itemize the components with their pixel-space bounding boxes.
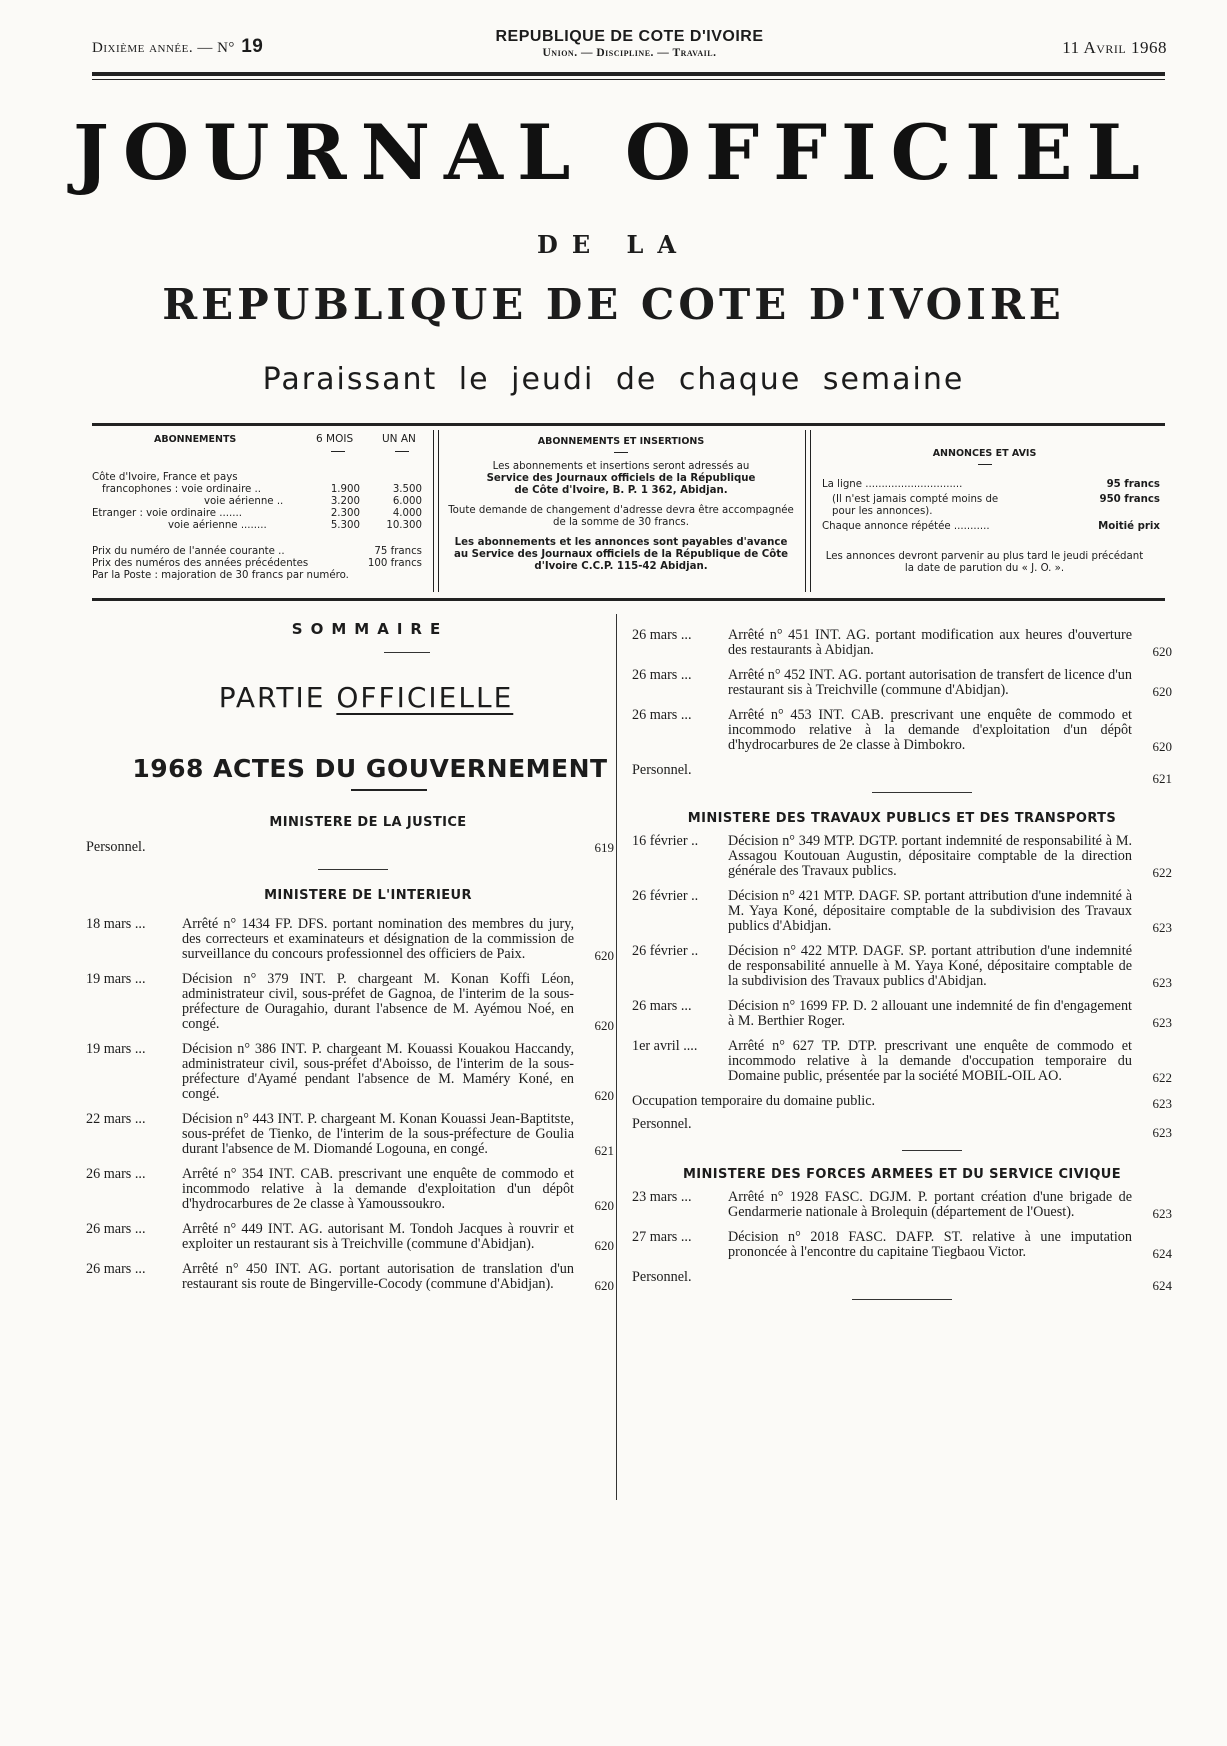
list-item: 26 mars ... Arrêté n° 453 INT. CAB. prescrivant une enquête de commodo et incommodo relative à la demande d'exploitation d'un dépôt d'hydrocarbures de 2e classe à Dimbokro. 620 — [632, 707, 1172, 754]
divider — [852, 1299, 952, 1300]
publication-frequency: Paraissant le jeudi de chaque semaine — [262, 362, 965, 397]
tariff-row: francophones : voie ordinaire .. 1.900 3.500 — [102, 484, 422, 495]
abonnements-column — [92, 430, 430, 598]
divider — [902, 1150, 962, 1151]
justice-personnel: Personnel. 619 — [86, 839, 614, 855]
list-item: 26 mars ... Arrêté n° 452 INT. AG. portant autorisation de transfert de licence d'un restaurant sis à Treichville (commune d'Abidjan). 620 — [632, 667, 1172, 699]
right-column — [632, 628, 1172, 1310]
insertions-column — [440, 430, 802, 598]
list-item: 26 mars ... Arrêté n° 451 INT. AG. portant modification aux heures d'ouverture des restaurants à Abidjan. 620 — [632, 627, 1172, 659]
travaux-personnel: Personnel. 623 — [632, 1116, 1172, 1140]
insertions-title: ABONNEMENTS ET INSERTIONS — [537, 436, 705, 447]
header-rule-thin — [92, 79, 1165, 80]
header-rule — [92, 72, 1165, 76]
ministry-justice-title: MINISTERE DE LA JUSTICE — [269, 815, 467, 830]
abonnements-line1: Côte d'Ivoire, France et pays — [92, 472, 238, 483]
tariff-row: Etranger : voie ordinaire ....... 2.300 4.000 — [92, 508, 422, 519]
list-item: 23 mars ... Arrêté n° 1928 FASC. DGJM. P. portant création d'une brigade de Gendarmerie nationale à Brolequin (département de l'Ouest). 623 — [632, 1189, 1172, 1221]
list-item: 26 mars ... Arrêté n° 450 INT. AG. portant autorisation de translation d'un restaurant sis route de Bingerville-Cocody (commune d'Abidjan). 620 — [86, 1261, 614, 1293]
annonce-row: Chaque annonce répétée ........... Moitié prix — [822, 521, 1160, 532]
tariff-row: voie aérienne ........ 5.300 10.300 — [168, 520, 422, 531]
box-rule-top — [92, 423, 1165, 426]
divider — [872, 792, 972, 793]
column-divider — [616, 614, 617, 1500]
left-column — [86, 620, 614, 1302]
list-item: 19 mars ... Décision n° 386 INT. P. chargeant M. Kouassi Kouakou Haccandy, administrateur civil, sous-préfet d'Aboisso, de l'interim de la sous-préfecture d'Ayamé pendant l'absence de M. Maméry Koné, en congé. 620 — [86, 1041, 614, 1103]
box-divider — [433, 430, 434, 592]
republic-name: REPUBLIQUE DE COTE D'IVOIRE — [495, 28, 764, 45]
list-item: 1er avril .... Arrêté n° 627 TP. DTP. prescrivant une enquête de commodo et incommodo relative à la demande d'occupation temporaire du Domaine public, présentée par la société MOBIL-OIL AO. 622 — [632, 1038, 1172, 1085]
list-item: 19 mars ... Décision n° 379 INT. P. chargeant M. Konan Koffi Léon, administrateur civil, sous-préfet de Gagnoa, de l'interim de la sous-préfecture de Ouragahio, durant l'absence de M. Ayémou Noé, en congé. 620 — [86, 971, 614, 1033]
ministry-travaux-title: MINISTERE DES TRAVAUX PUBLICS ET DES TRANSPORTS — [687, 811, 1117, 826]
col-1an: UN AN — [382, 433, 416, 445]
insertions-text-bold: Service des Journaux officiels de la République — [486, 473, 756, 484]
annonces-column — [812, 430, 1160, 598]
col-6mois: 6 MOIS — [316, 433, 354, 445]
insertions-change-notice: Toute demande de changement d'adresse devra être accompagnée de la somme de 30 francs. — [448, 505, 794, 528]
list-item: 22 mars ... Décision n° 443 INT. P. chargeant M. Konan Kouassi Jean-Baptitste, sous-préfet de Tienko, de l'interim de la sous-préfecture de Goulia durant l'absence de M. Diomandé Logouna, en congé. 621 — [86, 1111, 614, 1158]
insertions-payment-notice: Les abonnements et les annonces sont payables d'avance au Service des Journaux officiels de la République de Côte d'Ivoire C.C.P. 115-42 Abidjan. — [453, 537, 789, 572]
list-item: 27 mars ... Décision n° 2018 FASC. DAFP. ST. relative à une imputation prononcée à l'encontre du capitaine Tiegbaou Victor. 624 — [632, 1229, 1172, 1261]
list-item: 26 mars ... Décision n° 1699 FP. D. 2 allouant une indemnité de fin d'engagement à M. Berthier Roger. 623 — [632, 998, 1172, 1030]
insertions-text: Les abonnements et insertions seront adressés au — [492, 461, 750, 472]
masthead-title: JOURNAL OFFICIEL — [72, 108, 1154, 197]
list-item: 18 mars ... Arrêté n° 1434 FP. DFS. portant nomination des membres du jury, des correcteurs et examinateurs et désignation de la commission de surveillance du concours professionnel des officiers de Paix. 620 — [86, 916, 614, 963]
list-item: 16 février .. Décision n° 349 MTP. DGTP. portant indemnité de responsabilité à M. Assagou Koutouan Augustin, dépositaire comptable de la direction générale des Travaux publics. 622 — [632, 833, 1172, 880]
list-item: 26 février .. Décision n° 421 MTP. DAGF. SP. portant attribution d'une indemnité à M. Yaya Koné, dépositaire comptable de la subdivision des Travaux publics d'Abidjan. 623 — [632, 888, 1172, 935]
divider — [318, 869, 388, 870]
list-item: 26 février .. Décision n° 422 MTP. DAGF. SP. portant attribution d'une indemnité de responsabilité annuelle à M. Yaya Koné, dépositaire comptable de la subdivision des Travaux publics d'Abidjan. 623 — [632, 943, 1172, 990]
occupation-line: Occupation temporaire du domaine public. 623 — [632, 1093, 1172, 1111]
insertions-address: de Côte d'Ivoire, B. P. 1 362, Abidjan. — [514, 485, 728, 496]
box-divider — [805, 430, 806, 592]
subscription-box — [92, 430, 1165, 598]
poste-row: Par la Poste : majoration de 30 francs par numéro. — [92, 570, 349, 581]
list-item: 26 mars ... Arrêté n° 449 INT. AG. autorisant M. Tondoh Jacques à rouvrir et exploiter un restaurant sis à Treichville (commune d'Abidjan). 620 — [86, 1221, 614, 1253]
price-row: Prix des numéros des années précédentes 100 francs — [92, 558, 422, 569]
issue-label: Dixième année. — N° — [92, 40, 235, 56]
tariff-row: voie aérienne .. 3.200 6.000 — [204, 496, 422, 507]
interieur-personnel: Personnel. 621 — [632, 762, 1172, 786]
motto: Union. — Discipline. — Travail. — [542, 47, 717, 59]
annonce-row: La ligne .............................. 95 francs — [822, 479, 1160, 490]
issue-date: 11 Avril 1968 — [1062, 38, 1167, 57]
top-header — [92, 28, 1167, 68]
sommaire-title: SOMMAIRE — [291, 620, 449, 638]
ministry-interieur-title: MINISTERE DE L'INTERIEUR — [264, 888, 472, 903]
annonce-row: pour les annonces). — [832, 506, 933, 517]
actes-heading: 1968 ACTES DU GOUVERNEMENT — [132, 754, 608, 783]
republic-block — [92, 28, 1167, 59]
box-divider — [810, 430, 811, 592]
actes-underline — [351, 789, 427, 791]
annonces-deadline: Les annonces devront parvenir au plus tard le jeudi précédant la date de parution du « J. O. ». — [825, 551, 1144, 574]
annonce-row: (Il n'est jamais compté moins de 950 francs — [832, 494, 1160, 505]
masthead-de-la: DE LA — [537, 230, 690, 259]
list-item: 26 mars ... Arrêté n° 354 INT. CAB. prescrivant une enquête de commodo et incommodo relative à la demande d'exploitation d'un dépôt d'hydrocarbures de 2e classe à Yamoussoukro. 620 — [86, 1166, 614, 1213]
issue-number: 19 — [241, 36, 264, 57]
abonnements-title: ABONNEMENTS — [154, 434, 237, 445]
divider — [384, 652, 430, 653]
box-rule-bottom — [92, 598, 1165, 601]
partie-officielle: PARTIE OFFICIELLE — [218, 681, 514, 714]
ministry-armees-title: MINISTERE DES FORCES ARMEES ET DU SERVICE CIVIQUE — [682, 1167, 1122, 1182]
masthead-republique: REPUBLIQUE DE COTE D'IVOIRE — [162, 280, 1065, 329]
price-row: Prix du numéro de l'année courante .. 75 francs — [92, 546, 422, 557]
armees-personnel: Personnel. 624 — [632, 1269, 1172, 1293]
annonces-title: ANNONCES ET AVIS — [932, 448, 1037, 459]
box-divider — [438, 430, 439, 592]
